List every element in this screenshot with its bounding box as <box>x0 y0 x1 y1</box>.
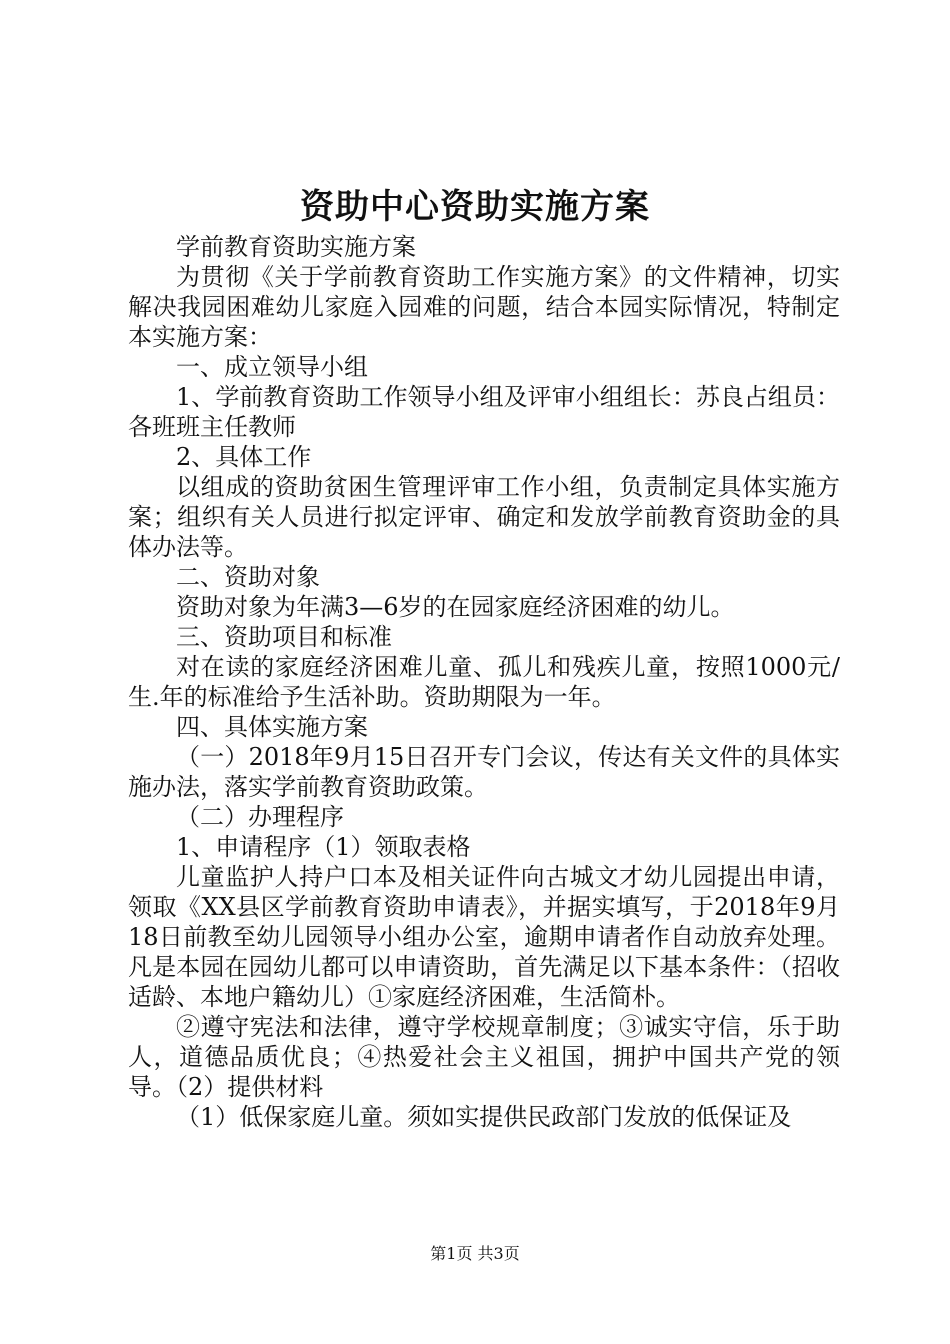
subsection-heading: （二）办理程序 <box>176 803 344 831</box>
paragraph: 以组成的资助贫困生管理评审工作小组，负责制定具体实施方案；组织有关人员进行拟定评审、确定和发放学前教育资助金的具体办法等。 <box>128 473 840 561</box>
paragraph: 资助对象为年满3—6岁的在园家庭经济困难的幼儿。 <box>176 593 735 621</box>
paragraph: （一）2018年9月15日召开专门会议，传达有关文件的具体实施办法，落实学前教育资助政策。 <box>128 743 840 801</box>
paragraph: 为贯彻《关于学前教育资助工作实施方案》的文件精神，切实解决我园困难幼儿家庭入园难的问题，结合本园实际情况，特制定本实施方案： <box>128 263 840 351</box>
document-body <box>128 232 840 1132</box>
paragraph: （1）低保家庭儿童。须如实提供民政部门发放的低保证及 <box>176 1103 792 1131</box>
paragraph: 1、学前教育资助工作领导小组及评审小组组长：苏良占组员：各班班主任教师 <box>128 383 840 441</box>
section-heading: 四、具体实施方案 <box>176 713 368 741</box>
document-title: 资助中心资助实施方案 <box>300 187 650 227</box>
page-footer: 第1页 共3页 <box>430 1244 520 1263</box>
section-heading: 二、资助对象 <box>176 563 320 591</box>
section-heading: 一、成立领导小组 <box>176 353 368 381</box>
paragraph: 对在读的家庭经济困难儿童、孤儿和残疾儿童，按照1000元/生.年的标准给予生活补助。资助期限为一年。 <box>128 653 840 711</box>
subsection-heading: 1、申请程序（1）领取表格 <box>176 833 471 861</box>
subsection-heading: 2、具体工作 <box>176 443 312 471</box>
paragraph: 学前教育资助实施方案 <box>176 233 416 261</box>
paragraph: ②遵守宪法和法律，遵守学校规章制度；③诚实守信，乐于助人，道德品质优良；④热爱社会主义祖国，拥护中国共产党的领导。（2）提供材料 <box>128 1013 840 1101</box>
paragraph: 儿童监护人持户口本及相关证件向古城文才幼儿园提出申请，领取《XX县区学前教育资助申请表》，并据实填写，于2018年9月18日前教至幼儿园领导小组办公室，逾期申请者作自动放弃处理。凡是本园在园幼儿都可以申请资助，首先满足以下基本条件：（招收适龄、本地户籍幼儿）①家庭经济困难，生活简朴。 <box>128 863 840 1011</box>
section-heading: 三、资助项目和标准 <box>176 623 392 651</box>
